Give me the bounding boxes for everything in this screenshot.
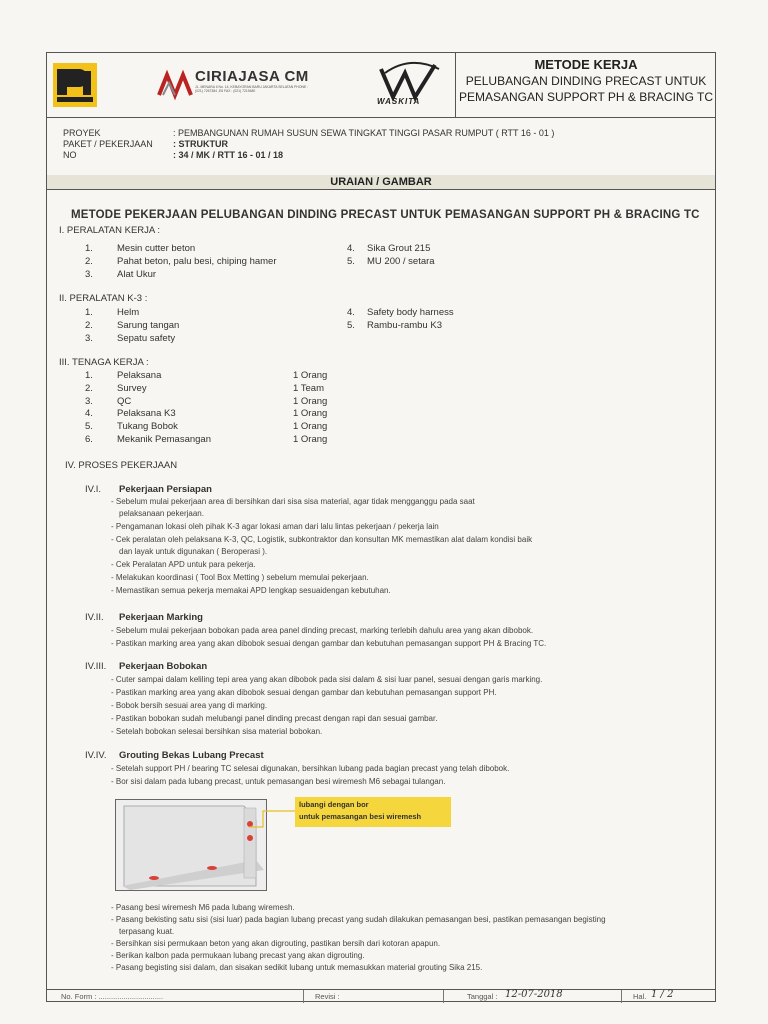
- list-item: 1. Mesin cutter beton: [85, 243, 196, 254]
- page-value: 1 / 2: [651, 989, 674, 1000]
- contractor-name: WASKITA: [377, 97, 421, 106]
- list-item: 6. Mekanik Pemasangan: [85, 434, 211, 445]
- list-item: dan layak untuk digunakan ( Beroperasi ).: [119, 547, 268, 556]
- list-item: 5. Rambu-rambu K3: [347, 320, 442, 331]
- quantity: 1 Orang: [293, 396, 328, 407]
- list-item: - Pasang bekisting satu sisi (sisi luar) pada bagian lubang precast yang sudah dilakukan pemasangan besi, pastikan pemasangan begisting: [111, 915, 606, 924]
- list-item: - Pastikan marking area yang akan dibobok sesuai dengan gambar dan kebutuhan pemasangan support PH & Bracing TC.: [111, 639, 547, 648]
- list-item: - Cek peralatan oleh pelaksana K-3, QC, Logistik, subkontraktor dan konsultan MK memastikan alat dalam kondisi baik: [111, 535, 533, 544]
- list-item: 1. Helm: [85, 307, 140, 318]
- package-row: PAKET / PEKERJAAN : STRUKTUR: [63, 139, 228, 149]
- list-item: - Pasang besi wiremesh M6 pada lubang wiremesh.: [111, 903, 295, 912]
- list-item: - Pengamanan lokasi oleh pihak K-3 agar lokasi aman dari lalu lintas pekerjaan / pekerja lain: [111, 522, 439, 531]
- list-item: 2. Survey: [85, 383, 147, 394]
- section-title: I. PERALATAN KERJA :: [59, 225, 161, 236]
- quantity: 1 Orang: [293, 421, 328, 432]
- project-info: [47, 117, 715, 176]
- pu-logo-icon: [53, 63, 97, 107]
- doc-title: METODE KERJA: [534, 57, 638, 72]
- list-item: 5. MU 200 / setara: [347, 256, 435, 267]
- section-title: III. TENAGA KERJA :: [59, 357, 149, 368]
- list-item: - Bor sisi dalam pada lubang precast, untuk pemasangan besi wiremesh M6 sebagai tulangan.: [111, 777, 446, 786]
- doc-subtitle-2: PEMASANGAN SUPPORT PH & BRACING TC: [458, 90, 714, 104]
- list-item: - Setelah bobokan selesai bersihkan sisa material bobokan.: [111, 727, 323, 736]
- quantity: 1 Orang: [293, 370, 328, 381]
- company-name: CIRIAJASA CM: [195, 68, 309, 85]
- list-item: - Memastikan semua pekerja memakai APD lengkap sesuaidengan kebutuhan.: [111, 586, 391, 595]
- revision-label: Revisi :: [315, 992, 340, 1001]
- list-item: 5. Tukang Bobok: [85, 421, 178, 432]
- callout-label: lubangi dengan bor untuk pemasangan besi wiremesh: [295, 797, 451, 827]
- quantity: 1 Team: [293, 383, 324, 394]
- list-item: - Bobok bersih sesuai area yang di marking.: [111, 701, 268, 710]
- document-footer: [47, 989, 715, 1003]
- list-item: - Cek Peralatan APD untuk para pekerja.: [111, 560, 256, 569]
- main-title: METODE PEKERJAAN PELUBANGAN DINDING PRECAST UNTUK PEMASANGAN SUPPORT PH & BRACING TC: [71, 209, 700, 221]
- list-item: - Pastikan marking area yang akan dibobok sesuai dengan gambar dan kebutuhan pemasangan support PH.: [111, 688, 497, 697]
- list-item: - Cuter sampai dalam keliling tepi area yang akan dibobok pada sisi dalam & sisi luar panel, sesuai dengan garis marking.: [111, 675, 543, 684]
- list-item: 3. Sepatu safety: [85, 333, 176, 344]
- document-frame: [46, 52, 716, 1002]
- list-item: 1. Pelaksana: [85, 370, 162, 381]
- list-item: 2. Sarung tangan: [85, 320, 180, 331]
- date-label: Tanggal :: [467, 992, 498, 1001]
- subsection-title: IV.IV. Grouting Bekas Lubang Precast: [85, 750, 264, 761]
- page-label: Hal.: [633, 992, 647, 1001]
- list-item: terpasang kuat.: [119, 927, 175, 936]
- precast-panel-illustration: [115, 799, 267, 891]
- list-item: 4. Pelaksana K3: [85, 408, 176, 419]
- list-item: pelaksanaan pekerjaan.: [119, 509, 204, 518]
- subsection-title: IV.III. Pekerjaan Bobokan: [85, 661, 208, 672]
- list-item: 3. Alat Ukur: [85, 269, 157, 280]
- date-value: 12-07-2018: [505, 989, 563, 1000]
- list-item: - Sebelum mulai pekerjaan bobokan pada area panel dinding precast, marking terlebih dahulu area yang akan dibobok.: [111, 626, 534, 635]
- document-header: [47, 53, 715, 118]
- company-address: JL. MENARA II No. 14, KEBAYORAN BARU JAKARTA SELATAN PHONE : (021) 7267384 ,E6 FAX : (021) 7219480: [195, 85, 309, 94]
- section-bar: URAIAN / GAMBAR: [47, 175, 715, 190]
- quantity: 1 Orang: [293, 408, 328, 419]
- section-title: II. PERALATAN K-3 :: [59, 293, 148, 304]
- number-row: NO : 34 / MK / RTT 16 - 01 / 18: [63, 150, 284, 160]
- list-item: - Pasang begisting sisi dalam, dan sisakan sedikit lubang untuk memasukkan material grouting Sika 215.: [111, 963, 483, 972]
- section-title: IV. PROSES PEKERJAAN: [65, 460, 178, 471]
- quantity: 1 Orang: [293, 434, 328, 445]
- list-item: - Setelah support PH / bearing TC selesai digunakan, bersihkan lubang pada bagian precast yang telah dibobok.: [111, 764, 510, 773]
- callout-leader-line: [247, 805, 297, 835]
- form-number: No. Form : ...............................: [61, 992, 164, 1001]
- list-item: - Bersihkan sisi permukaan beton yang akan digrouting, pastikan bersih dari kotoran apapun.: [111, 939, 441, 948]
- list-item: 2. Pahat beton, palu besi, chiping hamer: [85, 256, 277, 267]
- list-item: 4. Sika Grout 215: [347, 243, 431, 254]
- list-item: - Pastikan bobokan sudah melubangi panel dinding precast dengan rapi dan sesuai gambar.: [111, 714, 438, 723]
- doc-subtitle-1: PELUBANGAN DINDING PRECAST UNTUK: [465, 74, 707, 88]
- list-item: 3. QC: [85, 396, 132, 407]
- ciriajasa-logo-icon: [157, 67, 197, 101]
- subsection-title: IV.II. Pekerjaan Marking: [85, 612, 203, 623]
- list-item: - Berikan kalbon pada permukaan lubang precast yang akan digrouting.: [111, 951, 365, 960]
- list-item: - Melakukan koordinasi ( Tool Box Metting ) sebelum memulai pekerjaan.: [111, 573, 369, 582]
- list-item: 4. Safety body harness: [347, 307, 454, 318]
- project-row: PROYEK : PEMBANGUNAN RUMAH SUSUN SEWA TINGKAT TINGGI PASAR RUMPUT ( RTT 16 - 01 ): [63, 128, 555, 138]
- title-box: [455, 53, 716, 117]
- subsection-title: IV.I. Pekerjaan Persiapan: [85, 484, 212, 495]
- list-item: - Sebelum mulai pekerjaan area di bersihkan dari sisa sisa material, agar tidak mengganggu pada saat: [111, 497, 475, 506]
